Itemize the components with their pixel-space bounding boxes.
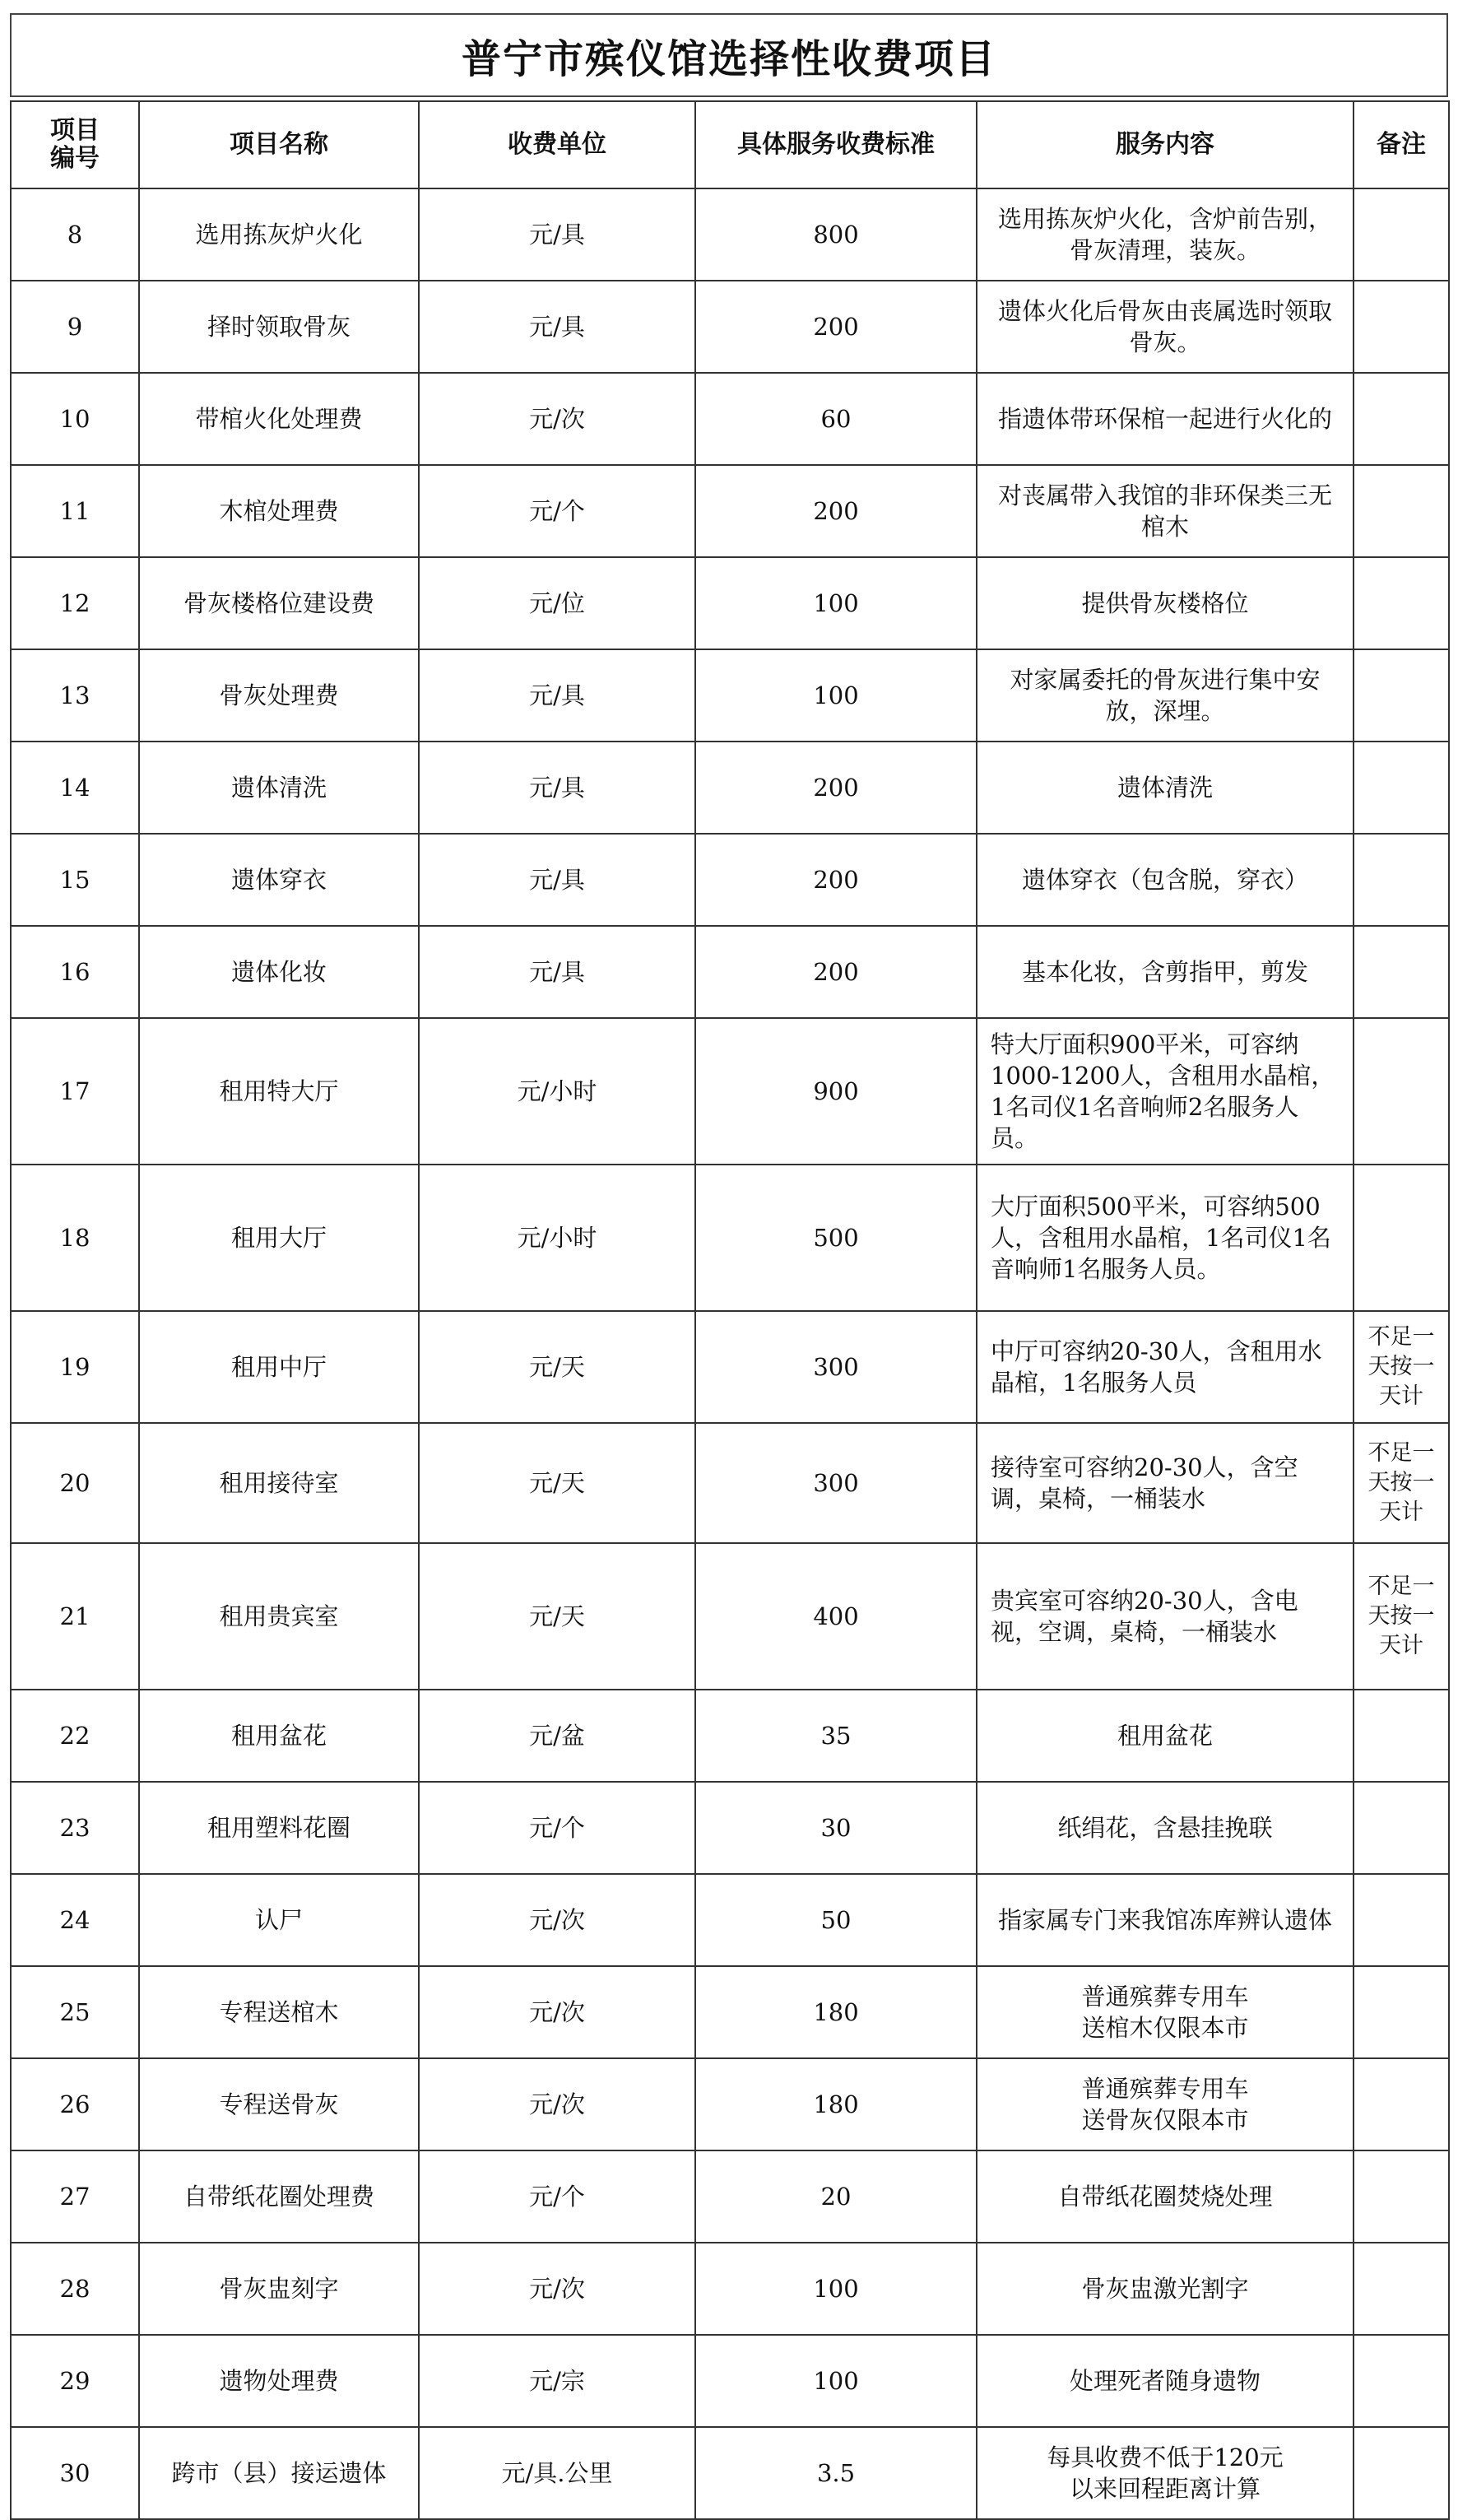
cell-note [1354,742,1449,834]
cell-unit: 元/次 [419,2058,695,2150]
cell-price: 200 [695,465,977,557]
cell-name: 租用盆花 [139,1690,419,1782]
cell-name: 跨市（县）接运遗体 [139,2427,419,2519]
cell-price: 20 [695,2150,977,2243]
cell-no: 15 [11,834,139,926]
cell-no: 12 [11,557,139,649]
cell-unit: 元/小时 [419,1165,695,1311]
cell-note [1354,557,1449,649]
cell-price: 200 [695,834,977,926]
cell-note [1354,1966,1449,2058]
cell-price: 200 [695,281,977,373]
cell-note [1354,2427,1449,2519]
content-text: 遗体清洗 [1117,774,1213,802]
cell-no: 22 [11,1690,139,1782]
cell-content [977,926,1354,1018]
cell-price: 100 [695,2335,977,2427]
cell-unit: 元/个 [419,2150,695,2243]
table-row [11,373,1449,465]
cell-name: 选用拣灰炉火化 [139,188,419,281]
cell-content [977,2427,1354,2519]
cell-price: 100 [695,649,977,742]
content-text: 对家属委托的骨灰进行集中安放，深埋。 [1010,666,1321,725]
cell-note: 不足一天按一天计 [1354,1311,1449,1423]
content-text: 基本化妆，含剪指甲，剪发 [1021,958,1308,986]
cell-note [1354,1018,1449,1165]
table-row [11,926,1449,1018]
cell-name: 租用贵宾室 [139,1543,419,1690]
cell-content [977,1874,1354,1966]
cell-content [977,373,1354,465]
cell-note: 不足一天按一天计 [1354,1543,1449,1690]
cell-name: 遗物处理费 [139,2335,419,2427]
cell-name: 择时领取骨灰 [139,281,419,373]
cell-unit: 元/具 [419,281,695,373]
cell-content [977,2335,1354,2427]
cell-content [977,834,1354,926]
cell-unit: 元/个 [419,1782,695,1874]
cell-name: 自带纸花圈处理费 [139,2150,419,2243]
cell-content [977,1782,1354,1874]
cell-content [977,1018,1354,1165]
cell-name: 遗体穿衣 [139,834,419,926]
cell-no: 23 [11,1782,139,1874]
cell-no: 21 [11,1543,139,1690]
cell-price: 60 [695,373,977,465]
cell-note: 不足一天按一天计 [1354,1423,1449,1543]
cell-note [1354,1782,1449,1874]
cell-content [977,1311,1354,1423]
cell-price: 800 [695,188,977,281]
header-unit: 收费单位 [419,101,695,188]
cell-note [1354,649,1449,742]
content-text: 特大厅面积900平米，可容纳1000-1200人，含租用水晶棺，1名司仪1名音响师2名服务人员。 [991,1030,1335,1152]
cell-unit: 元/次 [419,1874,695,1966]
fee-table [10,100,1450,2520]
cell-price: 50 [695,1874,977,1966]
table-row [11,2243,1449,2335]
cell-no: 8 [11,188,139,281]
table-row [11,834,1449,926]
cell-price: 200 [695,926,977,1018]
cell-no: 9 [11,281,139,373]
cell-no: 20 [11,1423,139,1543]
header-name: 项目名称 [139,101,419,188]
table-row [11,2058,1449,2150]
cell-name: 遗体清洗 [139,742,419,834]
cell-name: 木棺处理费 [139,465,419,557]
table-row [11,742,1449,834]
cell-price: 180 [695,1966,977,2058]
cell-no: 14 [11,742,139,834]
cell-note [1354,1690,1449,1782]
content-text: 普通殡葬专用车 送棺木仅限本市 [1081,1983,1249,2042]
cell-price: 200 [695,742,977,834]
table-row [11,1966,1449,2058]
table-row [11,1311,1449,1423]
cell-price: 400 [695,1543,977,1690]
cell-content [977,1690,1354,1782]
content-text: 接待室可容纳20-30人，含空调，桌椅，一桶装水 [991,1453,1298,1513]
cell-no: 30 [11,2427,139,2519]
table-body [11,188,1449,2519]
cell-unit: 元/天 [419,1543,695,1690]
cell-no: 28 [11,2243,139,2335]
cell-unit: 元/天 [419,1423,695,1543]
cell-unit: 元/次 [419,2243,695,2335]
cell-unit: 元/盆 [419,1690,695,1782]
cell-content [977,1423,1354,1543]
table-row [11,649,1449,742]
cell-content [977,557,1354,649]
cell-note [1354,281,1449,373]
cell-no: 13 [11,649,139,742]
content-text: 骨灰盅激光割字 [1081,2275,1249,2303]
cell-name: 租用大厅 [139,1165,419,1311]
cell-name: 骨灰盅刻字 [139,2243,419,2335]
cell-name: 专程送骨灰 [139,2058,419,2150]
cell-unit: 元/具 [419,188,695,281]
cell-price: 300 [695,1311,977,1423]
content-text: 对丧属带入我馆的非环保类三无棺木 [997,481,1332,541]
cell-price: 300 [695,1423,977,1543]
cell-content [977,2058,1354,2150]
cell-content [977,1165,1354,1311]
cell-unit: 元/具 [419,742,695,834]
cell-content [977,2150,1354,2243]
content-text: 租用盆花 [1117,1722,1213,1750]
cell-unit: 元/具.公里 [419,2427,695,2519]
cell-unit: 元/具 [419,834,695,926]
cell-no: 17 [11,1018,139,1165]
cell-price: 100 [695,2243,977,2335]
title-box [10,13,1448,97]
table-row [11,1423,1449,1543]
content-text: 中厅可容纳20-30人，含租用水晶棺，1名服务人员 [991,1337,1322,1397]
header-content: 服务内容 [977,101,1354,188]
content-text: 遗体穿衣（包含脱，穿衣） [1021,866,1308,894]
cell-no: 27 [11,2150,139,2243]
table-row [11,2427,1449,2519]
cell-content [977,465,1354,557]
cell-note [1354,373,1449,465]
cell-note [1354,2335,1449,2427]
content-text: 大厅面积500平米，可容纳500人，含租用水晶棺，1名司仪1名音响师1名服务人员。 [991,1193,1331,1283]
table-row [11,557,1449,649]
cell-name: 租用中厅 [139,1311,419,1423]
cell-content [977,281,1354,373]
header-price: 具体服务收费标准 [695,101,977,188]
cell-no: 29 [11,2335,139,2427]
content-text: 每具收费不低于120元 以来回程距离计算 [1047,2443,1284,2503]
content-text: 指遗体带环保棺一起进行火化的 [997,405,1332,433]
content-text: 提供骨灰楼格位 [1081,589,1249,617]
cell-price: 100 [695,557,977,649]
cell-unit: 元/具 [419,926,695,1018]
cell-content [977,2243,1354,2335]
cell-unit: 元/个 [419,465,695,557]
table-row [11,188,1449,281]
content-text: 遗体火化后骨灰由丧属选时领取骨灰。 [997,297,1332,356]
cell-content [977,649,1354,742]
content-text: 指家属专门来我馆冻库辨认遗体 [997,1906,1332,1934]
cell-unit: 元/位 [419,557,695,649]
table-row [11,1874,1449,1966]
cell-note [1354,465,1449,557]
content-text: 选用拣灰炉火化，含炉前告别，骨灰清理，装灰。 [997,205,1332,264]
cell-price: 500 [695,1165,977,1311]
table-row [11,1782,1449,1874]
cell-unit: 元/宗 [419,2335,695,2427]
cell-no: 25 [11,1966,139,2058]
content-text: 自带纸花圈焚烧处理 [1057,2183,1273,2211]
cell-no: 24 [11,1874,139,1966]
cell-price: 30 [695,1782,977,1874]
cell-name: 租用接待室 [139,1423,419,1543]
content-text: 贵宾室可容纳20-30人，含电视，空调，桌椅，一桶装水 [991,1587,1298,1646]
table-row [11,2335,1449,2427]
cell-note [1354,1874,1449,1966]
cell-name: 租用特大厅 [139,1018,419,1165]
cell-price: 900 [695,1018,977,1165]
table-row [11,1543,1449,1690]
table-row [11,2150,1449,2243]
cell-content [977,188,1354,281]
cell-content [977,1966,1354,2058]
cell-no: 10 [11,373,139,465]
cell-unit: 元/次 [419,373,695,465]
cell-name: 遗体化妆 [139,926,419,1018]
table-row [11,1018,1449,1165]
cell-note [1354,2243,1449,2335]
cell-note [1354,834,1449,926]
cell-unit: 元/小时 [419,1018,695,1165]
content-text: 纸绢花，含悬挂挽联 [1057,1814,1273,1842]
cell-no: 11 [11,465,139,557]
cell-note [1354,188,1449,281]
table-row [11,1165,1449,1311]
cell-name: 租用塑料花圈 [139,1782,419,1874]
page-title: 普宁市殡仪馆选择性收费项目 [461,35,996,82]
cell-name: 骨灰楼格位建设费 [139,557,419,649]
table-row [11,281,1449,373]
table-row [11,465,1449,557]
cell-unit: 元/具 [419,649,695,742]
cell-note [1354,926,1449,1018]
cell-note [1354,2058,1449,2150]
cell-price: 180 [695,2058,977,2150]
cell-no: 18 [11,1165,139,1311]
content-text: 处理死者随身遗物 [1069,2367,1261,2395]
cell-name: 带棺火化处理费 [139,373,419,465]
header-note: 备注 [1354,101,1449,188]
cell-no: 19 [11,1311,139,1423]
cell-unit: 元/天 [419,1311,695,1423]
cell-price: 3.5 [695,2427,977,2519]
cell-note [1354,2150,1449,2243]
cell-unit: 元/次 [419,1966,695,2058]
cell-content [977,742,1354,834]
header-no: 项目 编号 [11,101,139,188]
cell-content [977,1543,1354,1690]
table-row [11,1690,1449,1782]
content-text: 普通殡葬专用车 送骨灰仅限本市 [1081,2075,1249,2134]
cell-name: 骨灰处理费 [139,649,419,742]
cell-price: 35 [695,1690,977,1782]
cell-name: 专程送棺木 [139,1966,419,2058]
cell-note [1354,1165,1449,1311]
cell-name: 认尸 [139,1874,419,1966]
cell-no: 16 [11,926,139,1018]
cell-no: 26 [11,2058,139,2150]
header-row [11,101,1449,188]
